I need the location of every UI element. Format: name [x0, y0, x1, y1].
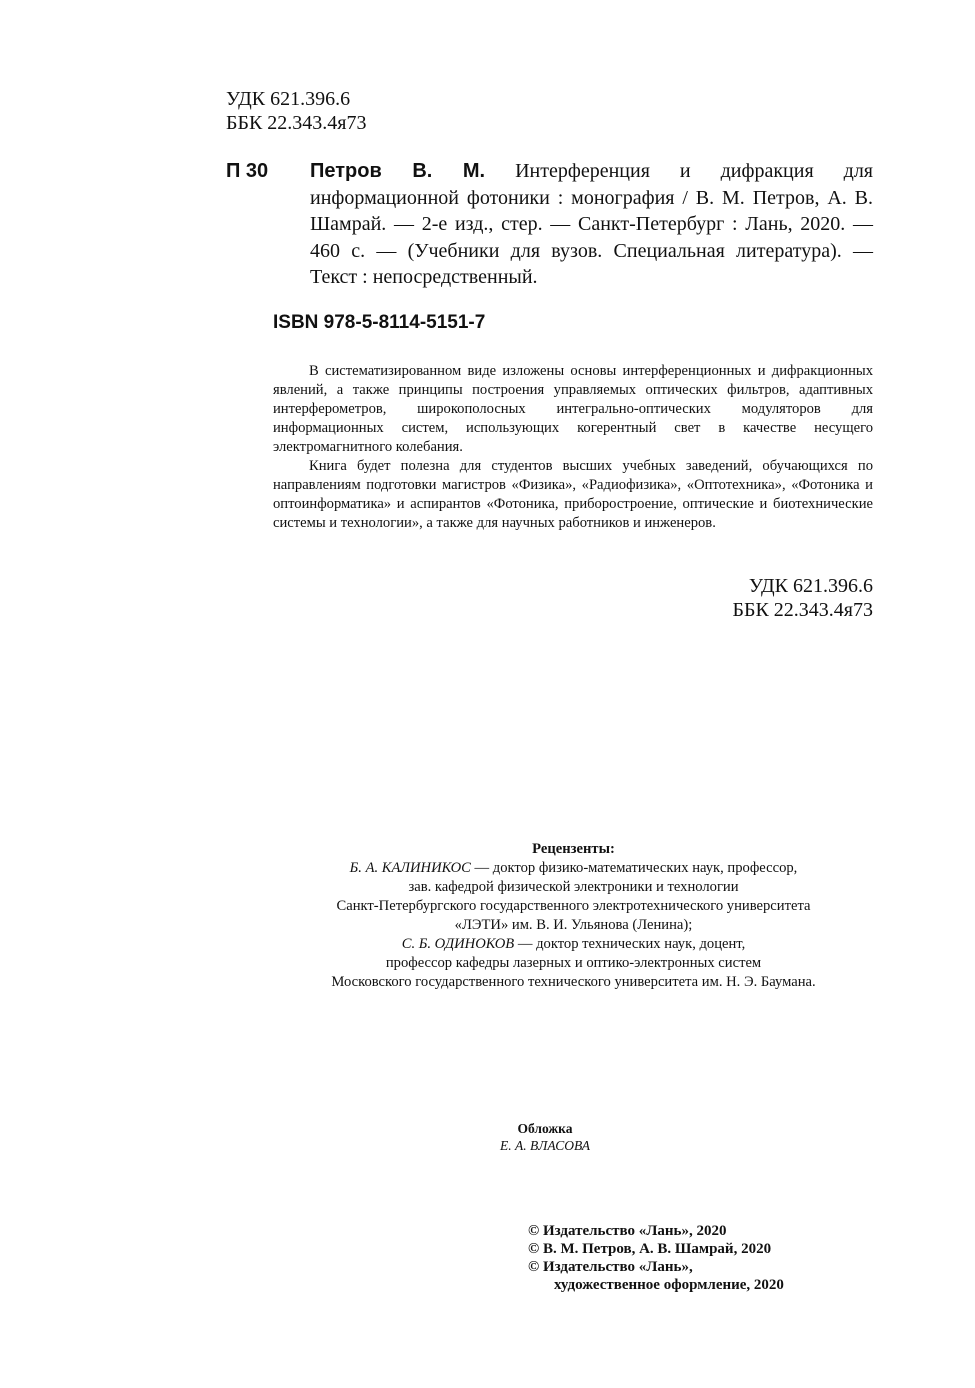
- reviewer-2-name: С. Б. ОДИНОКОВ: [401, 936, 515, 952]
- annotation: [273, 362, 873, 533]
- reviewer-1-line-3: Санкт-Петербургского государственного электротехнического университета: [336, 898, 811, 914]
- cover-credit: [470, 1120, 620, 1154]
- cover-designer: Е. А. ВЛАСОВА: [499, 1138, 591, 1153]
- isbn: ISBN 978-5-8114-5151-7: [273, 312, 486, 333]
- top-classification-codes: [226, 87, 367, 135]
- annotation-paragraph-2: Книга будет полезна для студентов высших учебных заведений, обучающихся по направлениям подготовки магистров «Физика», «Радиофизика», «Оптотехника», «Фотоника и оптоинформатика» и аспирантов «Фотоника, приборостроение, оптические и биотехнические системы и технологии», а также для научных работников и инженеров.: [273, 458, 873, 531]
- copyright-line-2: © В. М. Петров, А. В. Шамрай, 2020: [528, 1241, 772, 1257]
- bibliographic-record: [310, 158, 873, 291]
- reviewer-1-line-1: [280, 859, 867, 878]
- cover-heading: Обложка: [517, 1121, 573, 1136]
- reviewer-1-title: — доктор физико-математических наук, профессор,: [470, 860, 798, 876]
- copyright-line-1: © Издательство «Лань», 2020: [528, 1223, 727, 1239]
- reviewer-2-title: — доктор технических наук, доцент,: [514, 936, 746, 952]
- reviewer-2-line-1: [280, 935, 867, 954]
- bbk-code: ББК 22.343.4я73: [226, 112, 367, 134]
- reviewer-1-name: Б. А. КАЛИНИКОС: [349, 860, 471, 876]
- annotation-paragraph-1: В систематизированном виде изложены основы интерференционных и дифракционных явлений, а также принципы построения управляемых оптических фильтров, адаптивных интерферометров, широкополосных интегрально-оптических модуляторов для информационных систем, использующих когерентный свет в качестве несущего электромагнитного колебания.: [273, 363, 873, 455]
- catalog-code: П 30: [226, 160, 269, 182]
- reviewer-2-line-3: Московского государственного технического университета им. Н. Э. Баумана.: [331, 974, 816, 990]
- copyright-block: [528, 1222, 784, 1294]
- reviewers-block: [280, 840, 867, 992]
- record-text: Интерференция и дифракция для информационной фотоники : монография / В. М. Петров, А. В. Шамрай. — 2-е изд., стер. — Санкт-Петербург : Лань, 2020. — 460 с. — (Учебники для вузов. Специальная литература). — Текст : непосредственный.: [310, 160, 873, 288]
- reviewer-2-line-2: профессор кафедры лазерных и оптико-электронных систем: [385, 955, 762, 971]
- bbk-code-repeat: ББК 22.343.4я73: [732, 599, 873, 621]
- udk-code: УДК 621.396.6: [226, 88, 351, 110]
- reviewer-1-line-4: «ЛЭТИ» им. В. И. Ульянова (Ленина);: [454, 917, 693, 933]
- reviewer-1-line-2: зав. кафедрой физической электроники и технологии: [408, 879, 739, 895]
- reviewers-heading: Рецензенты:: [532, 841, 615, 857]
- copyright-line-4: художественное оформление, 2020: [554, 1277, 784, 1293]
- author-name: Петров В. М.: [310, 160, 486, 182]
- copyright-line-3: © Издательство «Лань»,: [528, 1259, 693, 1275]
- udk-code-repeat: УДК 621.396.6: [748, 575, 873, 597]
- bottom-classification-codes: [732, 574, 873, 622]
